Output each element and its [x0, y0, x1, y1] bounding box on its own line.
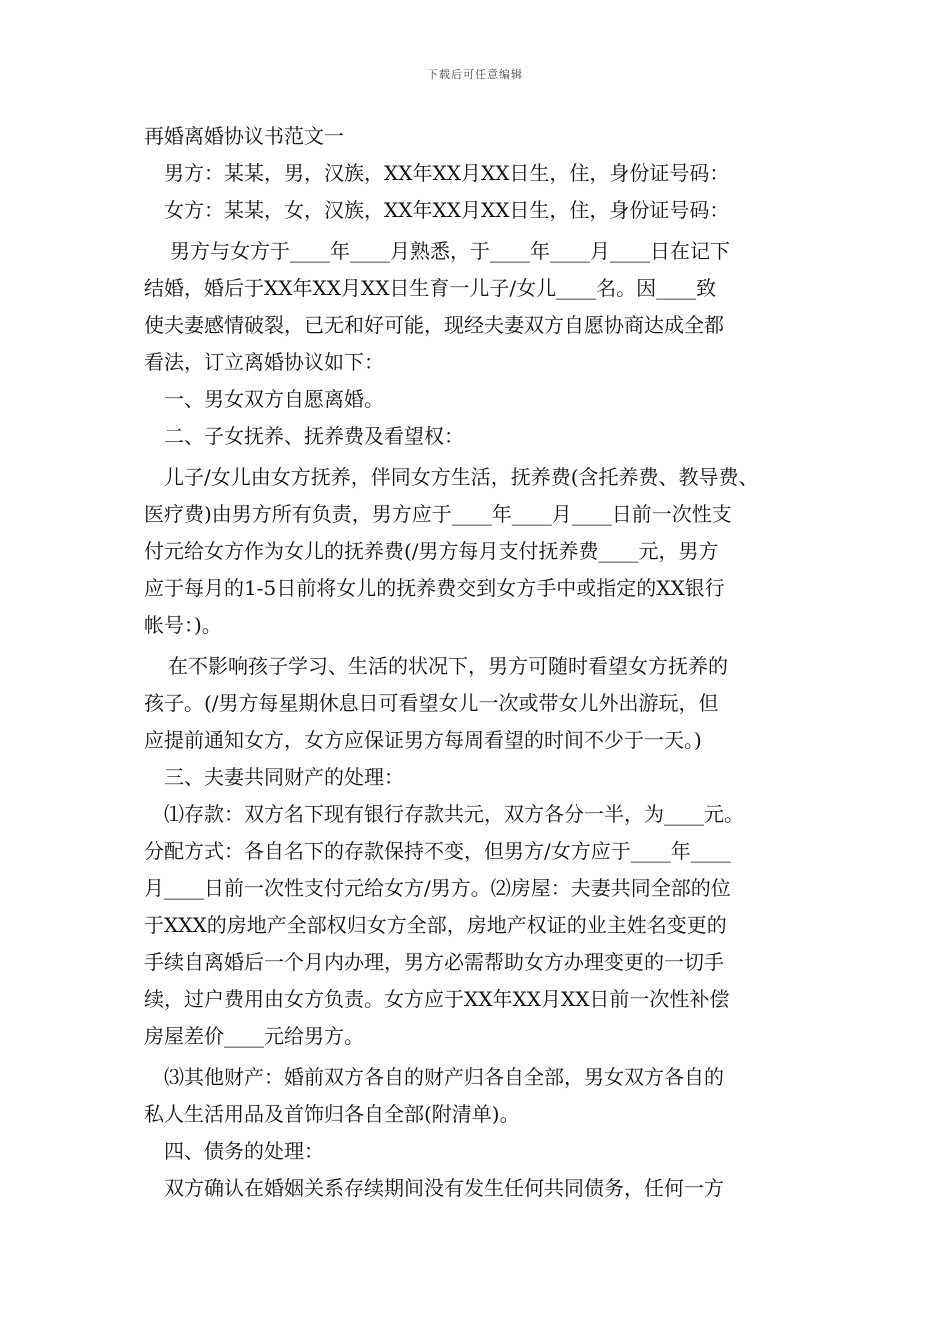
- text-line: ⑶其他财产：婚前双方各自的财产归各自全部，男女双方各自的: [164, 1065, 724, 1089]
- paragraph-property-division: [144, 796, 812, 1055]
- text-line: 分配方式：各自名下的存款保持不变，但男方/女方应于____年____: [144, 839, 731, 863]
- text-line: 双方确认在婚姻关系存续期间没有发生任何共同债务，任何一方: [164, 1176, 724, 1200]
- text-line: 医疗费)由男方所有负责，男方应于____年____月____日前一次性支: [144, 502, 732, 526]
- text-line: 四、债务的处理：: [164, 1139, 324, 1163]
- text-line: 月____日前一次性支付元给女方/男方。⑵房屋：夫妻共同全部的位: [144, 876, 731, 900]
- text-line: 手续自离婚后一个月内办理，男方必需帮助女方办理变更的一切手: [144, 950, 724, 974]
- section-heading-property: [144, 759, 812, 796]
- text-line: 女方：某某，女，汉族，XX年XX月XX日生，住，身份证号码：: [164, 198, 730, 222]
- section-heading-children: [144, 418, 812, 455]
- paragraph-male-party: [144, 155, 812, 192]
- text-line: 三、夫妻共同财产的处理：: [164, 765, 404, 789]
- paragraph-other-property: [144, 1059, 812, 1133]
- text-line: 应于每月的1-5日前将女儿的抚养费交到女方手中或指定的XX银行: [144, 576, 725, 600]
- text-line: 男方：某某，男，汉族，XX年XX月XX日生，住，身份证号码：: [164, 161, 730, 185]
- header-note: 下载后可任意编辑: [427, 68, 523, 81]
- text-line: ⑴存款：双方名下现有银行存款共元，双方各分一半，为____元。: [164, 802, 744, 826]
- text-line: 二、子女抚养、抚养费及看望权：: [164, 424, 464, 448]
- text-line: 于XXX的房地产全部权归女方全部，房地产权证的业主姓名变更的: [144, 913, 727, 937]
- paragraph-female-party: [144, 192, 812, 229]
- text-line: 续，过户费用由女方负责。女方应于XX年XX月XX日前一次性补偿: [144, 987, 730, 1011]
- text-line: 结婚，婚后于XX年XX月XX日生育一儿子/女儿____名。因____致: [144, 276, 717, 300]
- text-line: 私人生活用品及首饰归各自全部(附清单)。: [144, 1102, 520, 1126]
- text-line: 帐号：)。: [144, 613, 222, 637]
- document-body: [144, 118, 812, 1207]
- section-heading-divorce: [144, 381, 812, 418]
- paragraph-background: [144, 233, 812, 381]
- text-line: 应提前通知女方，女方应保证男方每周看望的时间不少于一天。): [144, 728, 702, 752]
- text-line: 房屋差价____元给男方。: [144, 1024, 364, 1048]
- text-line: 在不影响孩子学习、生活的状况下，男方可随时看望女方抚养的: [168, 654, 728, 678]
- text-line: 一、男女双方自愿离婚。: [164, 387, 384, 411]
- paragraph-child-support: [144, 459, 812, 644]
- text-line: 儿子/女儿由女方抚养，伴同女方生活，抚养费(含托养费、教导费、: [164, 465, 759, 489]
- text-line: 看法，订立离婚协议如下：: [144, 350, 384, 374]
- text-line: 男方与女方于____年____月熟悉，于____年____月____日在记下: [170, 239, 730, 263]
- section-heading-debts: [144, 1133, 812, 1170]
- text-line: 付元给女方作为女儿的抚养费(/男方每月支付抚养费____元，男方: [144, 539, 719, 563]
- text-line: 孩子。(/男方每星期休息日可看望女儿一次或带女儿外出游玩，但: [144, 691, 719, 715]
- paragraph-debts: [144, 1170, 812, 1207]
- document-title: 再婚离婚协议书范文一: [144, 124, 344, 148]
- text-line: 使夫妻感情破裂，已无和好可能，现经夫妻双方自愿协商达成全都: [144, 313, 724, 337]
- paragraph-visitation: [144, 648, 812, 759]
